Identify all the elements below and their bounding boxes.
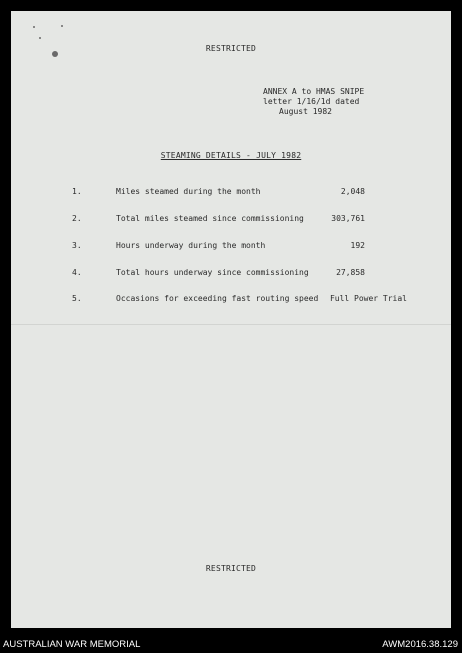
- classification-header: RESTRICTED: [205, 44, 257, 53]
- accession-number: AWM2016.38.129: [382, 639, 458, 650]
- item-number: 1.: [72, 187, 82, 196]
- annex-line: ANNEX A to HMAS SNIPE: [263, 87, 365, 96]
- list-item: [11, 187, 451, 199]
- item-number: 3.: [72, 241, 82, 250]
- annex-reference: [263, 87, 364, 117]
- item-value: 27,858: [336, 268, 365, 277]
- credit-bar: [0, 635, 462, 653]
- item-label: Hours underway during the month: [116, 241, 266, 250]
- list-item: [11, 294, 451, 306]
- item-value: Full Power Trial: [329, 294, 407, 303]
- document-page: [11, 11, 451, 628]
- document-title: STEAMING DETAILS - JULY 1982: [160, 151, 302, 160]
- punch-hole: [33, 26, 35, 28]
- item-label: Occasions for exceeding fast routing speed: [116, 294, 319, 303]
- item-number: 5.: [72, 294, 82, 303]
- item-label: Total hours underway since commissioning: [116, 268, 309, 277]
- list-item: [11, 241, 451, 253]
- classification-footer: RESTRICTED: [205, 564, 257, 573]
- item-value: 2,048: [340, 187, 365, 196]
- item-number: 4.: [72, 268, 82, 277]
- list-item: [11, 214, 451, 226]
- punch-hole: [39, 37, 41, 39]
- annex-line: letter 1/16/1d dated: [263, 97, 360, 106]
- item-label: Total miles steamed since commissioning: [116, 214, 304, 223]
- punch-hole: [61, 25, 63, 27]
- item-number: 2.: [72, 214, 82, 223]
- item-value: 303,761: [331, 214, 365, 223]
- item-value: 192: [350, 241, 365, 250]
- annex-line: August 1982: [279, 107, 332, 116]
- institution-name: AUSTRALIAN WAR MEMORIAL: [3, 639, 141, 650]
- list-item: [11, 268, 451, 280]
- item-label: Miles steamed during the month: [116, 187, 261, 196]
- fold-line: [11, 324, 451, 325]
